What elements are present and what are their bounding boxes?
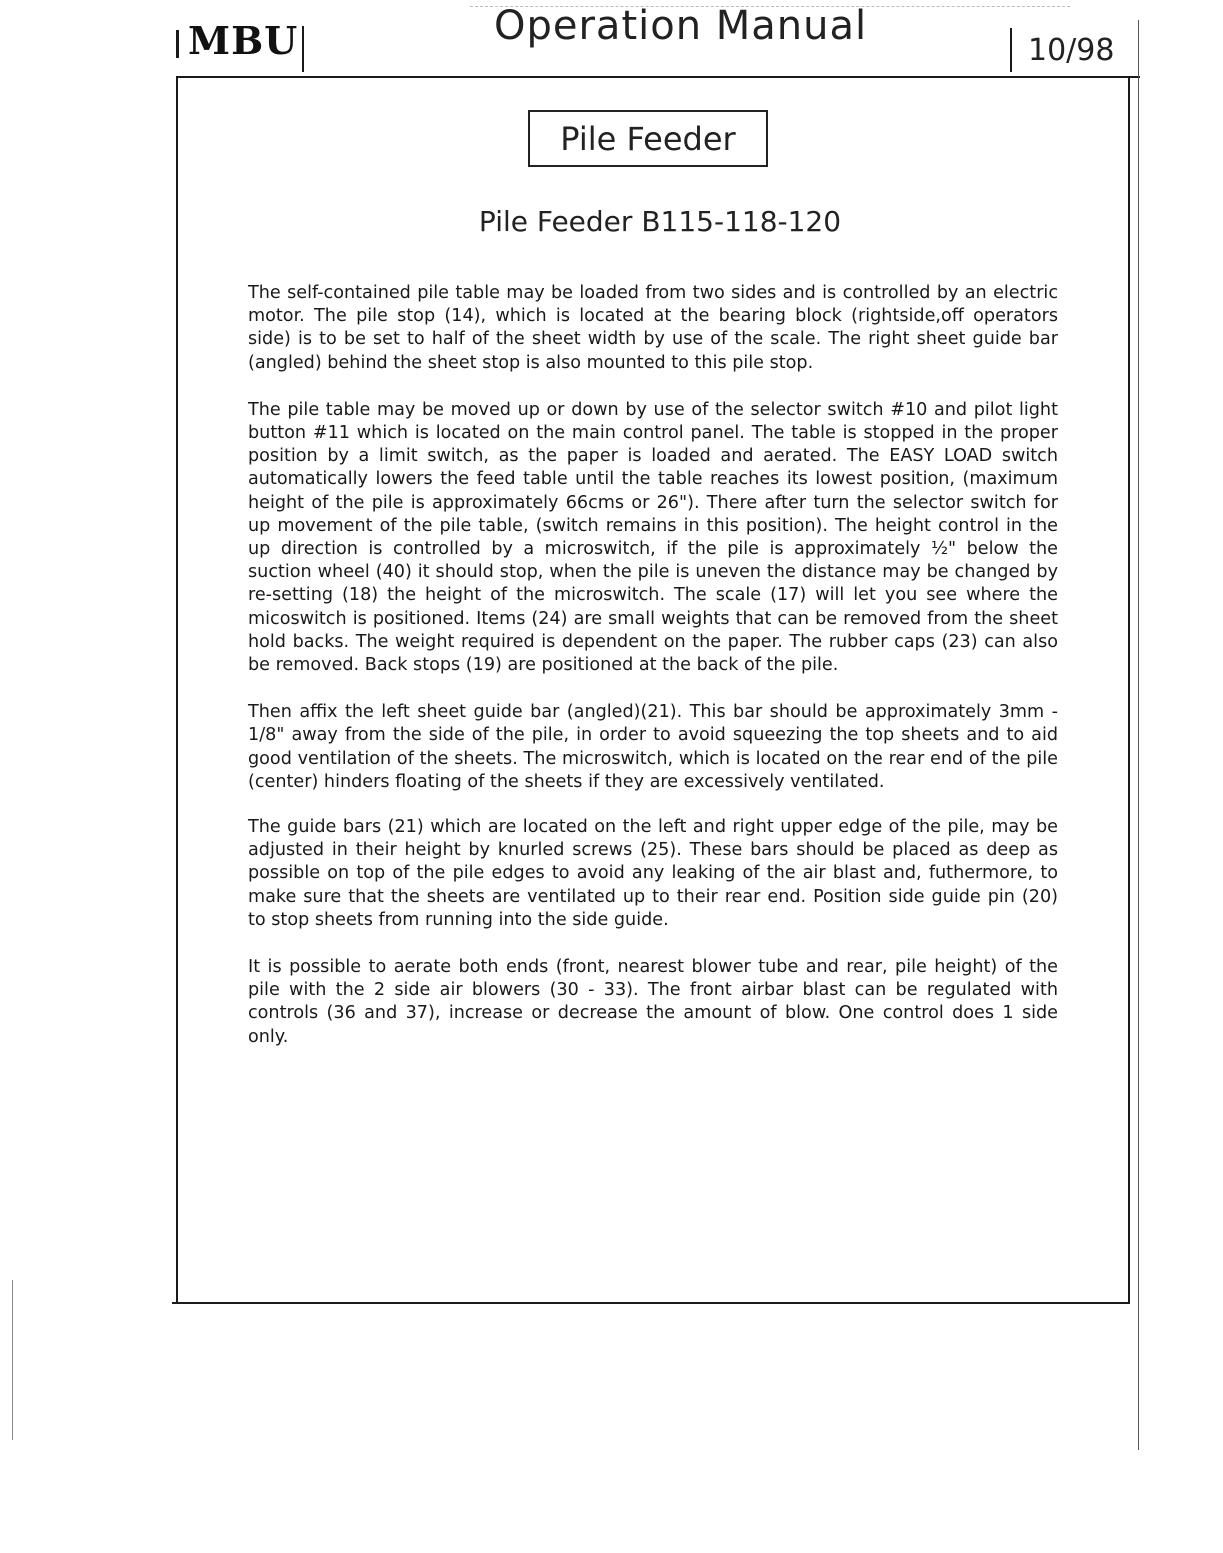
- frame-bottom-border: [172, 1302, 1130, 1304]
- paragraph-air-blowers: It is possible to aerate both ends (front, nearest blower tube and rear, pile height) of the pile with the 2 side air blowers (30 - 33). The front airbar blast can be regulated with controls (36 and 37), increase or decrease the amount of blow. One control does 1 side only.: [248, 957, 1058, 1047]
- date-divider: [1010, 28, 1012, 72]
- paragraph-guide-bars: The guide bars (21) which are located on the left and right upper edge of the pile, may be adjusted in their height by knurled screws (25). These bars should be placed as deep as possible on top of the pile edges to avoid any leaking of the air blast and, futhermore, to make sure that the sheets are ventilated up to their rear end. Position side guide pin (20) to stop sheets from running into the side guide.: [248, 817, 1058, 930]
- frame-outer-right-border: [1138, 20, 1139, 1450]
- paragraph-left-guide-bar: Then affix the left sheet guide bar (angled)(21). This bar should be approximately 3mm - 1/8" away from the side of the pile, in order to avoid squeezing the top sheets and to aid good ventilation of the sheets. The microswitch, which is located on the rear end of the pile (center) hinders floating of the sheets if they are excessively ventilated.: [248, 702, 1058, 792]
- paragraph-selector-switch: The pile table may be moved up or down by use of the selector switch #10 and pilot light button #11 which is located on the main control panel. The table is stopped in the proper position by a limit switch, as the paper is loaded and aerated. The EASY LOAD switch automatically lowers the feed table until the table reaches its lowest position, (maximum height of the pile is approximately 66cms or 26"). There after turn the selector switch for up movement of the pile table, (switch remains in this position). The height control in the up direction is controlled by a microswitch, if the pile is approximately ½" below the suction wheel (40) it should stop, when the pile is uneven the distance may be changed by re-setting (18) the height of the microswitch. The scale (17) will let you see where the micoswitch is positioned. Items (24) are small weights that can be removed from the sheet hold backs. The weight required is dependent on the paper. The rubber caps (23) can also be removed. Back stops (19) are positioned at the back of the pile.: [248, 399, 1058, 676]
- company-logo: MBU: [188, 18, 299, 63]
- body-text: [248, 282, 1058, 1073]
- logo-divider: [302, 26, 304, 72]
- header-left-divider: [176, 30, 179, 58]
- frame-left-border: [176, 76, 178, 1304]
- scan-edge-line: [12, 1280, 13, 1440]
- manual-title: Operation Manual: [494, 3, 868, 49]
- frame-right-border: [1128, 76, 1130, 1304]
- paragraph-pile-table: The self-contained pile table may be loaded from two sides and is controlled by an electric motor. The pile stop (14), which is located at the bearing block (rightside,off operators side) is to be set to half of the sheet width by use of the scale. The right sheet guide bar (angled) behind the sheet stop is also mounted to this pile stop.: [248, 283, 1058, 373]
- section-title: Pile Feeder: [560, 120, 736, 158]
- section-title-box: [528, 110, 768, 167]
- revision-date: 10/98: [1028, 33, 1115, 68]
- section-subtitle: Pile Feeder B115-118-120: [478, 205, 842, 238]
- header-divider-line: [176, 76, 1140, 78]
